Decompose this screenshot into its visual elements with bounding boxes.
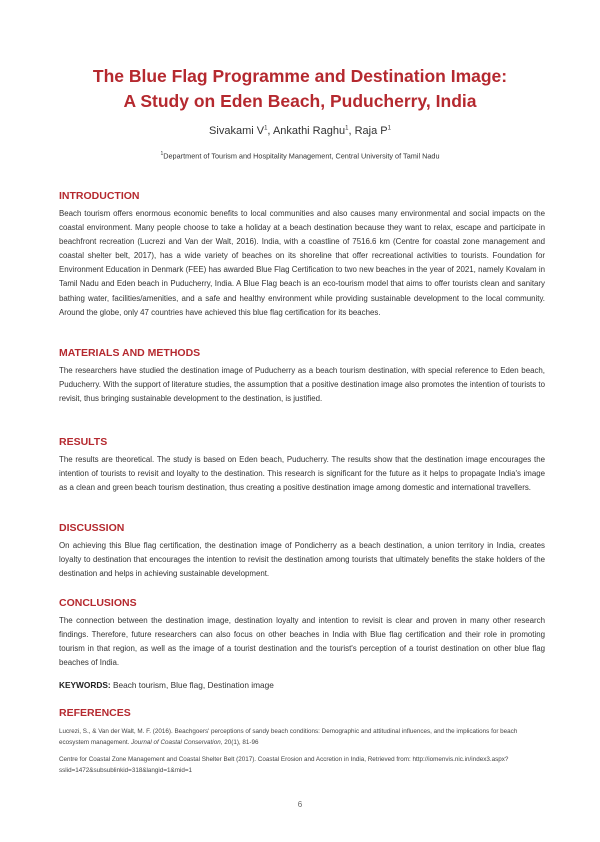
author-name: Ankathi Raghu xyxy=(272,125,346,137)
title-line-1: The Blue Flag Programme and Destination Image: xyxy=(92,66,508,86)
section-body: On achieving this Blue flag certification, the destination image of Pondicherry as a beach destination, a union territory in India, creates loyalty to destination that encourages the intention to revisit the destination among tourists that ultimately benefits the stake holders of the destination and helps in achieving sustainable development. xyxy=(59,541,545,579)
reference-text: Lucrezi, S., & Van der Walt, M. F. (2016). Beachgoers' perceptions of sandy beach conditions: Demographic and attitudinal influences, and the implications for beach ecosystem management. xyxy=(59,728,518,746)
section-methods xyxy=(59,347,545,406)
reference-item xyxy=(59,726,545,748)
paper-title xyxy=(0,64,600,114)
section-body: The connection between the destination image, destination loyalty and intention to revisit is clear and proven in many other research findings. Therefore, future researchers can also focus on other beaches in India with Blue flag certification and their role in promoting tourism in that region, as well as the image of a tourist destination and the tourist's perception of a tourist destination on other blue flag beaches of India. xyxy=(59,616,545,668)
author-affiliation-mark: 1 xyxy=(264,125,268,132)
affiliation-mark: 1 xyxy=(160,151,164,157)
keywords-text: Beach tourism, Blue flag, Destination image xyxy=(112,680,274,690)
section-discussion xyxy=(59,522,545,581)
author-name: Raja P xyxy=(354,125,388,137)
section-body: Beach tourism offers enormous economic benefits to local communities and also causes many environmental and social impacts on the coastal environment. Many people choose to take a holiday at a beach destination because they want to relax, escape and participate in beachfront recreation (Lucrezi and Van der Walt, 2016). India, with a coastline of 7516.6 km (Centre for coastal zone management and coastal shelter belt, 2017), has a wide variety of beaches on its shoreline that offer recreational activities to tourists. Foundation for Environment Education in Denmark (FEE) has awarded Blue Flag Certification to two new beaches in the year of 2021, namely Kovalam in Tamil Nadu and Eden beach in Puducherry, India. A Blue Flag beach is an eco-tourism model that aims to offer tourists clean and sanitary bathing water, facilities/amenities, and a safe and healthy environment while providing sustainable development to the local community. Around the globe, only 47 countries have achieved this blue flag certification for its beaches. xyxy=(59,209,545,317)
page-number: 6 xyxy=(297,800,303,809)
section-references xyxy=(59,707,545,782)
affiliation xyxy=(0,151,600,160)
section-heading: MATERIALS AND METHODS xyxy=(59,347,201,359)
reference-text: Centre for Coastal Zone Management and Coastal Shelter Belt (2017). Coastal Erosion and Accretion in India, Retrieved from: http://iomenvis.nic.in/index3.aspx?sslid=1472&subsublinkid=318&langid=1&mid=1 xyxy=(59,756,509,774)
keywords xyxy=(59,680,274,690)
author-affiliation-mark: 1 xyxy=(387,125,391,132)
author-list: Sivakami $V^1$, Ankathi Raghu$^1$, Raja $P^1$ xyxy=(209,125,391,137)
affiliation-text: Department of Tourism and Hospitality Management, Central University of Tamil Nadu xyxy=(163,151,440,161)
section-heading: INTRODUCTION xyxy=(59,190,140,202)
section-body: The results are theoretical. The study is based on Eden beach, Puducherry. The results show that the destination image encourages the intention of tourists to revisit and loyalty to the destination. This research is significant for the future as it helps to propagate India's image as a clean and green beach tourism destination, thus creating a positive destination image among domestic and international travellers. xyxy=(59,455,545,493)
section-results xyxy=(59,436,545,495)
author-affiliation-mark: 1 xyxy=(345,125,349,132)
section-body: The researchers have studied the destination image of Puducherry as a beach tourism destination, with special reference to Eden beach, Puducherry. With the support of literature studies, the assumption that a positive destination image also promotes the intention of tourists to revisit, thus bringing sustainable development to the destination, is justified. xyxy=(59,366,545,404)
section-introduction xyxy=(59,190,545,320)
reference-details: , 20(1), 81-96 xyxy=(220,739,259,746)
reference-item xyxy=(59,754,545,776)
reference-journal: Journal of Coastal Conservation xyxy=(131,739,221,746)
author-name: Sivakami V xyxy=(209,125,265,137)
section-heading: RESULTS xyxy=(59,436,108,448)
title-line-2: A Study on Eden Beach, Puducherry, India xyxy=(123,91,477,111)
section-heading: REFERENCES xyxy=(59,707,131,719)
keywords-label: KEYWORDS: xyxy=(59,680,111,690)
section-heading: CONCLUSIONS xyxy=(59,597,137,609)
section-heading: DISCUSSION xyxy=(59,522,125,534)
section-conclusions xyxy=(59,597,545,670)
